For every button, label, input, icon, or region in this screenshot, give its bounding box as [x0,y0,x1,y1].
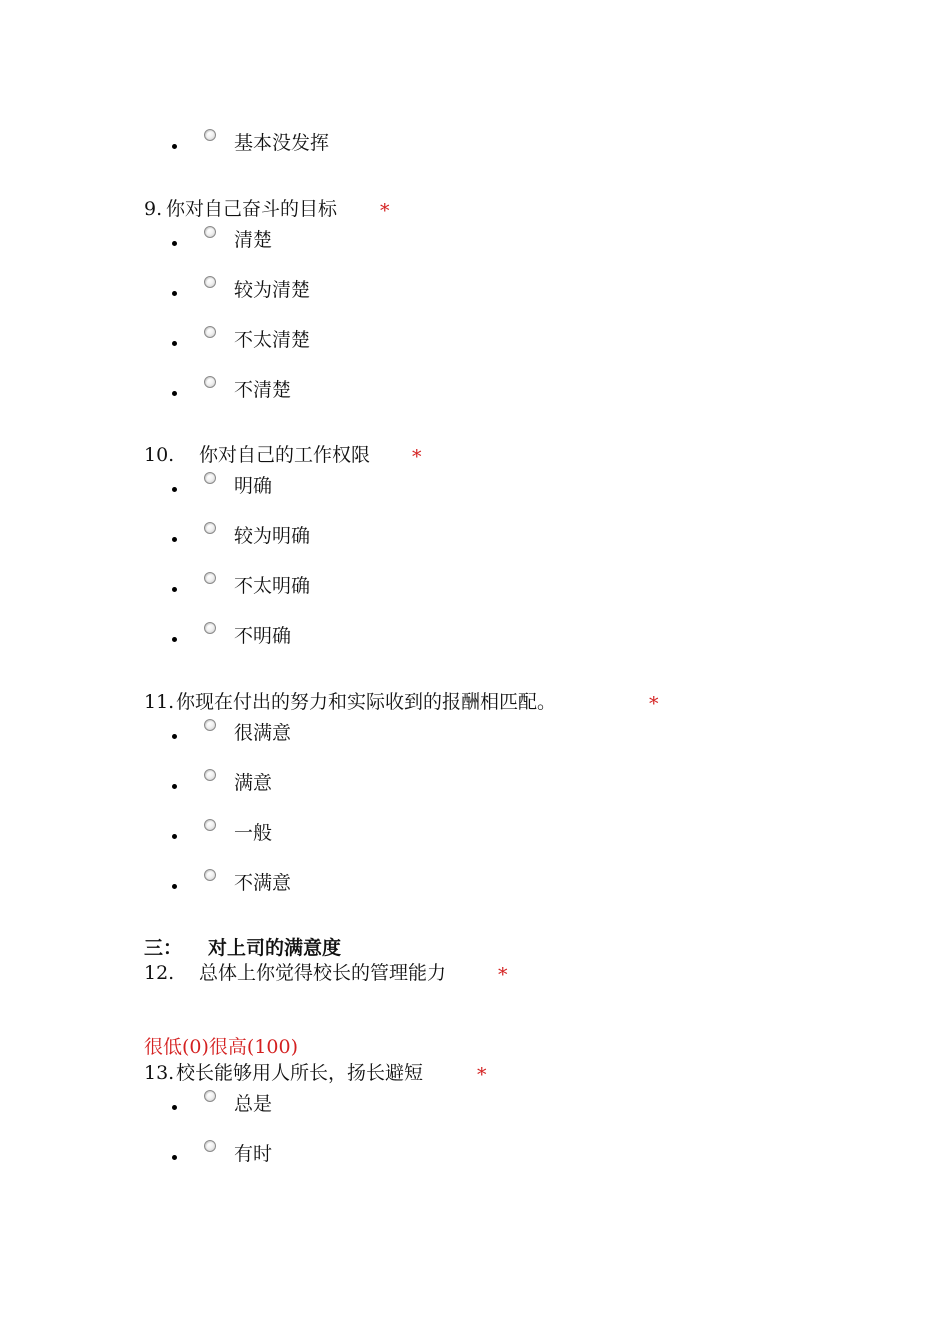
radio-button[interactable] [204,376,216,388]
question-text: 你现在付出的努力和实际收到的报酬相匹配。 [176,691,557,713]
radio-button[interactable] [204,572,216,584]
bullet [172,537,177,542]
radio-button[interactable] [204,522,216,534]
question-number: 13. [144,1062,175,1084]
option-label: 总是 [234,1093,273,1115]
bullet [172,734,177,739]
question-text: 你对自己奋斗的目标 [166,198,338,220]
option-label: 不明确 [234,625,292,647]
required-marker: * [498,964,508,986]
question-text: 校长能够用人所长，扬长避短 [176,1062,424,1084]
option-label: 较为明确 [234,525,311,547]
option-label: 很满意 [234,722,292,744]
question-number: 11. [144,691,175,713]
question-number: 12. [144,962,175,984]
section-label: 三： [144,937,183,959]
radio-button[interactable] [204,226,216,238]
question-number: 9. [144,198,163,220]
section-title: 对上司的满意度 [208,937,342,959]
bullet [172,241,177,246]
radio-button[interactable] [204,719,216,731]
bullet [172,1155,177,1160]
bullet [172,1105,177,1110]
option-label: 有时 [234,1143,273,1165]
bullet [172,784,177,789]
radio-button[interactable] [204,769,216,781]
option-label: 不太明确 [234,575,311,597]
bullet [172,144,177,149]
bullet [172,341,177,346]
bullet [172,487,177,492]
option-label: 不满意 [234,872,292,894]
radio-button[interactable] [204,819,216,831]
bullet [172,291,177,296]
radio-button[interactable] [204,276,216,288]
option-label: 较为清楚 [234,279,311,301]
required-marker: * [380,200,390,222]
radio-button[interactable] [204,869,216,881]
bullet [172,587,177,592]
radio-button[interactable] [204,472,216,484]
required-marker: * [412,446,422,468]
bullet [172,391,177,396]
option-label: 一般 [234,822,273,844]
radio-button[interactable] [204,1090,216,1102]
radio-button[interactable] [204,326,216,338]
radio-button[interactable] [204,1140,216,1152]
scale-range-label: 很低(0)很高(100) [144,1036,299,1058]
option-label: 不清楚 [234,379,292,401]
question-text: 你对自己的工作权限 [199,444,371,466]
question-text: 总体上你觉得校长的管理能力 [199,962,447,984]
radio-button[interactable] [204,622,216,634]
question-number: 10. [144,444,175,466]
bullet [172,884,177,889]
bullet [172,834,177,839]
radio-button[interactable] [204,129,216,141]
option-label: 清楚 [234,229,273,251]
required-marker: * [477,1064,487,1086]
option-label: 明确 [234,475,273,497]
option-label: 不太清楚 [234,329,311,351]
bullet [172,637,177,642]
option-label: 满意 [234,772,273,794]
required-marker: * [649,693,659,715]
option-label: 基本没发挥 [234,132,330,154]
